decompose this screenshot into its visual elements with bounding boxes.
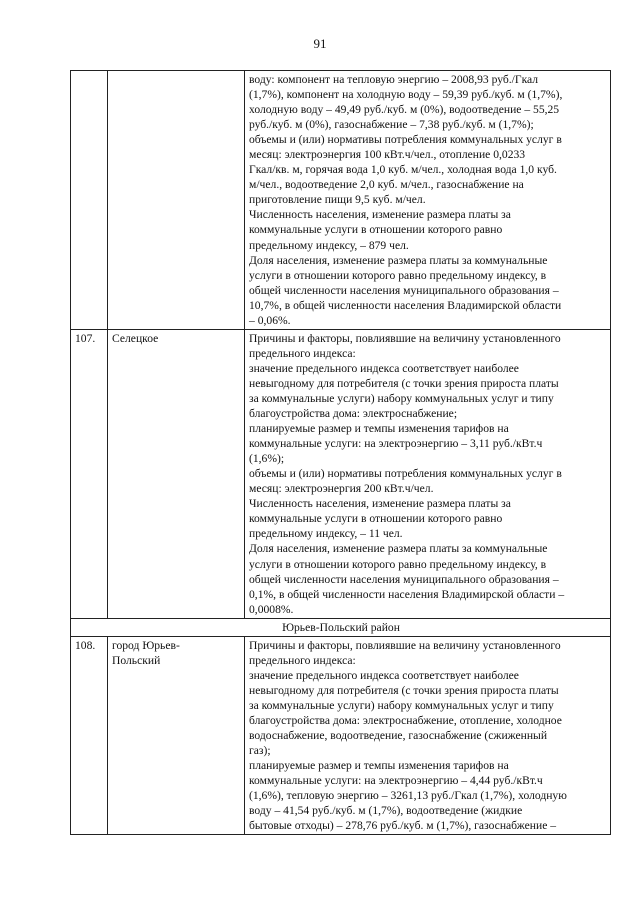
description-line: (1,7%), компонент на холодную воду – 59,39 руб./куб. м (1,7%), [249,88,563,102]
description-line: невыгодному для потребителя (с точки зрения прироста платы [249,683,559,697]
description-line: бытовые отходы) – 278,76 руб./куб. м (1,7%), газоснабжение – [249,819,557,833]
description-line: услуги в отношении которого равно предельному индексу, в [249,268,547,282]
description-line: объемы и (или) нормативы потребления коммунальных услуг в [249,133,562,147]
municipality-name [108,329,245,618]
table-row [71,618,611,636]
description-line: руб./куб. м (0%), газоснабжение – 7,38 руб./куб. м (1,7%); [249,118,534,132]
table-body [71,71,611,835]
description-line: месяц: электроэнергия 200 кВт.ч/чел. [249,482,434,496]
description-line: коммунальные услуги в отношении которого равно [249,223,503,237]
description-line: Гкал/кв. м, горячая вода 1,0 куб. м/чел., холодная вода 1,0 куб. [249,163,557,177]
municipality-name-line: город Юрьев- [112,638,180,652]
description-line: Численность населения, изменение размера платы за [249,208,511,222]
description-line: (1,6%), тепловую энергию – 3261,13 руб./Гкал (1,7%), холодную [249,789,567,803]
description-line: водоснабжение, водоотведение, газоснабжение (сжиженный [249,729,548,743]
description-line: общей численности населения муниципального образования – [249,283,559,297]
description-line: коммунальные услуги: на электроэнергию – 4,44 руб./кВт.ч [249,774,543,788]
description-line: 10,7%, в общей численности населения Владимирской области [249,298,562,312]
description-line: услуги в отношении которого равно предельному индексу, в [249,557,547,571]
page-number: 91 [313,36,327,51]
description-line: значение предельного индекса соответствует наиболее [249,361,519,375]
description-line: Причины и факторы, повлиявшие на величину установленного [249,331,561,345]
description-line: общей численности населения муниципального образования – [249,572,559,586]
description-line: Численность населения, изменение размера платы за [249,497,511,511]
description-line: за коммунальные услуги) набору коммунальных услуг и типу [249,391,554,405]
municipality-name-line: Польский [112,653,161,667]
description-cell [245,329,611,618]
description-line: месяц: электроэнергия 100 кВт.ч/чел., отопление 0,0233 [249,148,526,162]
description-line: воду: компонент на тепловую энергию – 2008,93 руб./Гкал [249,73,539,86]
municipality-name [108,71,245,330]
description-line: м/чел., водоотведение 2,0 куб. м/чел., газоснабжение на [249,178,524,192]
table-row [71,329,611,618]
municipality-name-line: Селецкое [112,331,159,345]
description-cell [245,636,611,835]
description-cell [245,71,611,330]
description-line: (1,6%); [249,452,285,466]
description-line: предельного индекса: [249,346,356,360]
description-line: предельного индекса: [249,653,356,667]
municipality-name [108,636,245,835]
description-line: Доля населения, изменение размера платы за коммунальные [249,542,548,556]
description-line: благоустройства дома: электроснабжение, отопление, холодное [249,713,562,727]
row-number: 107. [71,329,108,618]
description-line: коммунальные услуги в отношении которого равно [249,512,503,526]
description-line: холодную воду – 49,49 руб./куб. м (0%), водоотведение – 55,25 [249,103,560,117]
table-row [71,636,611,835]
description-line: газ); [249,744,271,758]
section-heading: Юрьев-Польский район [71,618,611,636]
description-line: значение предельного индекса соответствует наиболее [249,668,519,682]
description-line: объемы и (или) нормативы потребления коммунальных услуг в [249,467,562,481]
row-number: 108. [71,636,108,835]
description-line: благоустройства дома: электроснабжение; [249,407,458,421]
description-line: планируемые размер и темпы изменения тарифов на [249,422,509,436]
description-line: предельному индексу, – 11 чел. [249,527,403,541]
description-line: коммунальные услуги: на электроэнергию – 3,11 руб./кВт.ч [249,437,543,451]
row-number [71,71,108,330]
description-line: планируемые размер и темпы изменения тарифов на [249,759,509,773]
description-line: – 0,06%. [249,313,291,327]
table-row [71,71,611,330]
description-line: приготовление пищи 9,5 куб. м/чел. [249,193,426,207]
description-line: 0,0008%. [249,602,294,616]
description-line: Причины и факторы, повлиявшие на величину установленного [249,638,561,652]
description-line: воду – 41,54 руб./куб. м (1,7%), водоотведение (жидкие [249,804,523,818]
description-line: за коммунальные услуги) набору коммунальных услуг и типу [249,698,554,712]
municipal-index-table [70,70,611,835]
description-line: предельному индексу, – 879 чел. [249,238,409,252]
description-line: невыгодному для потребителя (с точки зрения прироста платы [249,376,559,390]
description-line: 0,1%, в общей численности населения Владимирской области – [249,587,565,601]
description-line: Доля населения, изменение размера платы за коммунальные [249,253,548,267]
